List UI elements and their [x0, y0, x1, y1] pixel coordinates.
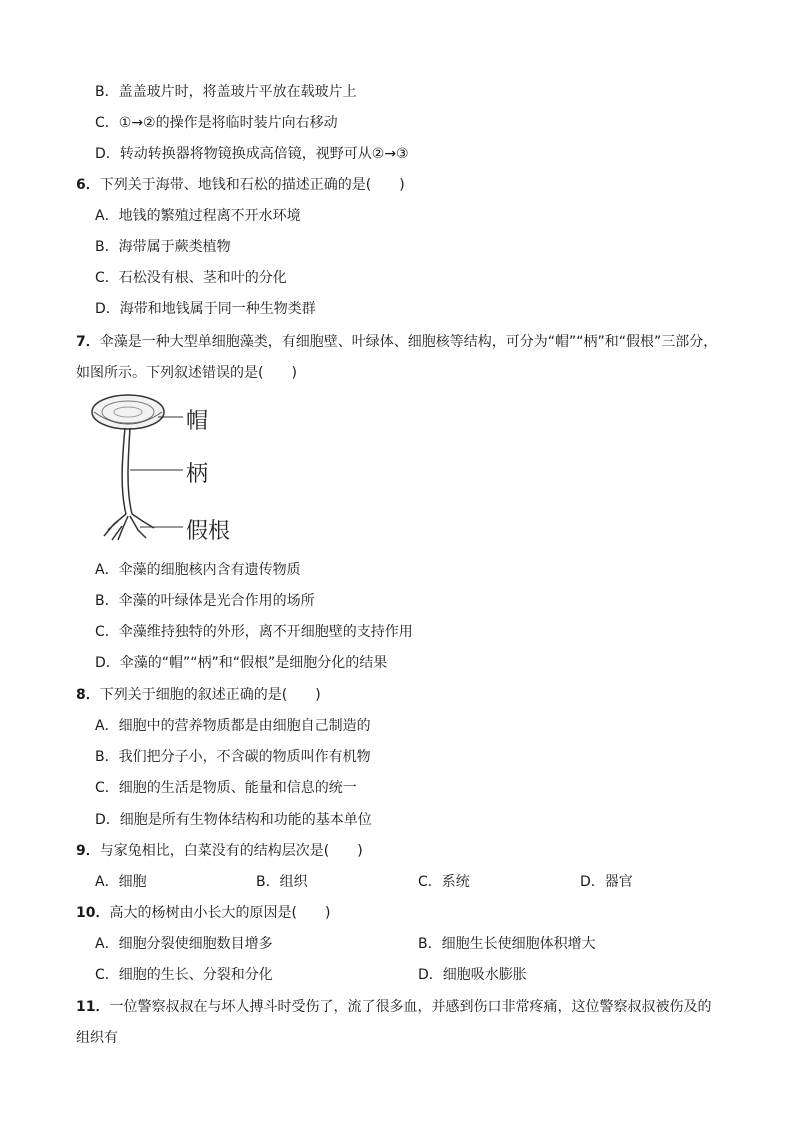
q11-text: 一位警察叔叔在与坏人搏斗时受伤了，流了很多血，并感到伤口非常疼痛，这位警察叔叔被伤及的: [109, 999, 712, 1015]
q7-option-d: D．伞藻的“帽”“柄”和“假根”是细胞分化的结果: [95, 655, 388, 671]
q8-option-d: D．细胞是所有生物体结构和功能的基本单位: [95, 812, 372, 828]
q11-stem-line2: 组织有: [76, 1030, 118, 1046]
q6-option-a: A．地钱的繁殖过程离不开水环境: [95, 208, 301, 224]
q9-option-c: C．系统: [418, 874, 470, 890]
acetabularia-figure: [88, 390, 238, 550]
q7-stem-line2: 如图所示。下列叙述错误的是( ): [76, 365, 297, 381]
q6-option-d: D．海带和地钱属于同一种生物类群: [95, 301, 316, 317]
q9-text: 与家兔相比，白菜没有的结构层次是( ): [99, 843, 363, 859]
q5-option-c: C．①→②的操作是将临时装片向右移动: [95, 115, 338, 131]
q7-option-b: B．伞藻的叶绿体是光合作用的场所: [95, 593, 315, 609]
q11-number: 11．: [76, 999, 110, 1015]
q9-option-a: A．细胞: [95, 874, 147, 890]
q10-number: 10．: [76, 905, 110, 921]
q11-stem-line1: [76, 997, 711, 1017]
q8-stem: [76, 685, 321, 705]
q5-option-b: B．盖盖玻片时，将盖玻片平放在载玻片上: [95, 84, 357, 100]
q10-option-c: C．细胞的生长、分裂和分化: [95, 967, 273, 983]
label-cap: 帽: [186, 409, 209, 434]
q10-option-d: D．细胞吸水膨胀: [418, 967, 527, 983]
q8-text: 下列关于细胞的叙述正确的是( ): [99, 687, 321, 703]
q8-option-a: A．细胞中的营养物质都是由细胞自己制造的: [95, 718, 371, 734]
q8-option-b: B．我们把分子小，不含碳的物质叫作有机物: [95, 749, 371, 765]
q10-text: 高大的杨树由小长大的原因是( ): [109, 905, 331, 921]
label-stalk: 柄: [186, 462, 209, 487]
q10-option-a: A．细胞分裂使细胞数目增多: [95, 936, 273, 952]
q9-option-d: D．器官: [580, 874, 633, 890]
q6-number: 6．: [76, 177, 100, 193]
q7-stem-line1: [76, 332, 717, 352]
q8-option-c: C．细胞的生活是物质、能量和信息的统一: [95, 780, 357, 796]
q9-option-b: B．组织: [256, 874, 308, 890]
q10-stem: [76, 903, 330, 923]
q7-option-a: A．伞藻的细胞核内含有遗传物质: [95, 562, 301, 578]
q6-stem: [76, 175, 405, 195]
q6-option-c: C．石松没有根、茎和叶的分化: [95, 270, 287, 286]
q7-option-c: C．伞藻维持独特的外形，离不开细胞壁的支持作用: [95, 624, 413, 640]
label-rhizoid: 假根: [186, 519, 231, 544]
q8-number: 8．: [76, 687, 100, 703]
q6-option-b: B．海带属于蕨类植物: [95, 239, 231, 255]
q7-text: 伞藻是一种大型单细胞藻类，有细胞壁、叶绿体、细胞核等结构，可分为“帽”“柄”和“假根”三部分，: [99, 334, 718, 350]
q9-stem: [76, 841, 363, 861]
q6-text: 下列关于海带、地钱和石松的描述正确的是( ): [99, 177, 405, 193]
q9-number: 9．: [76, 843, 100, 859]
q5-option-d: D．转动转换器将物镜换成高倍镜，视野可从②→③: [95, 146, 409, 162]
q10-option-b: B．细胞生长使细胞体积增大: [418, 936, 596, 952]
q7-number: 7．: [76, 334, 100, 350]
